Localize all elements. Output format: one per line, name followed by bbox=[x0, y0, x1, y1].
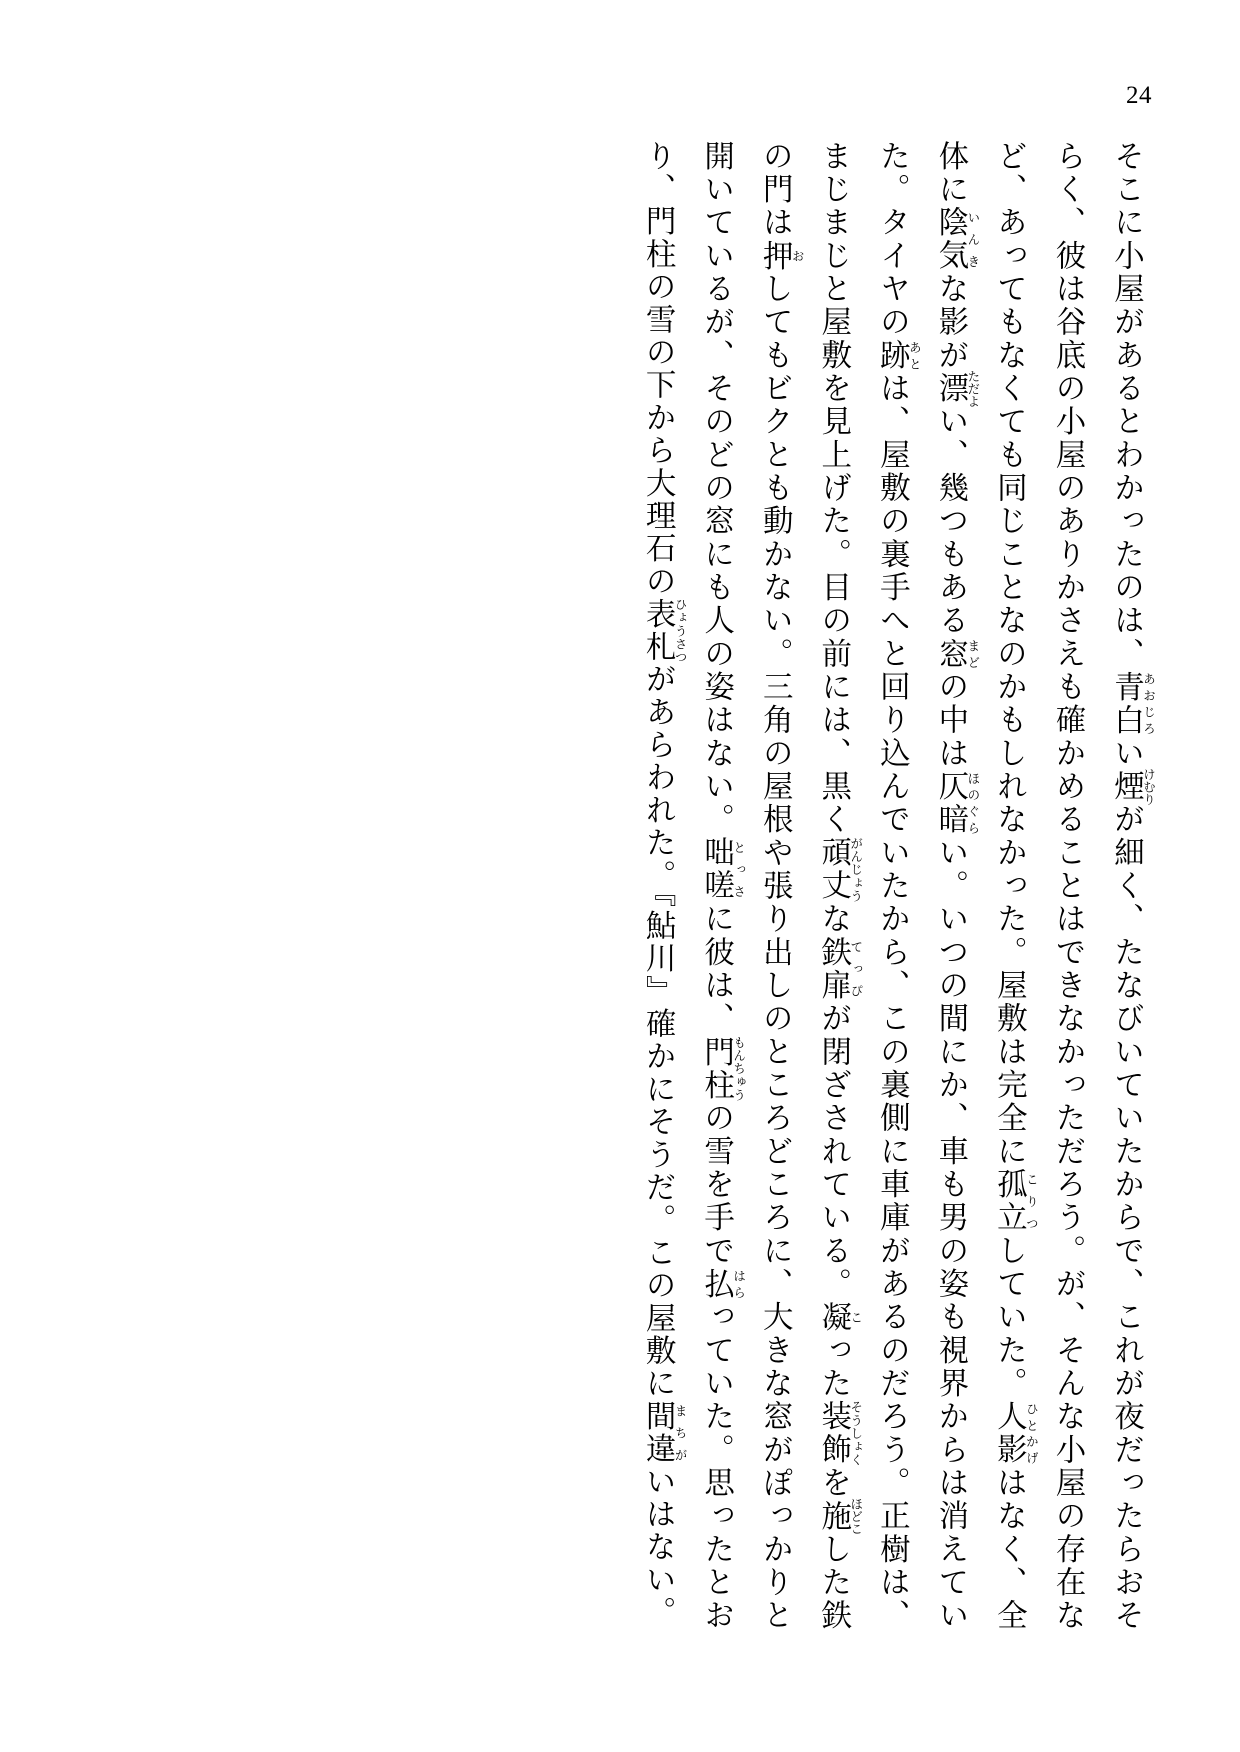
body-text-run: な影が bbox=[932, 272, 968, 373]
ruby-base: 押 bbox=[757, 239, 793, 273]
ruby-base: 青白 bbox=[1108, 670, 1144, 737]
body-text-run: タイヤの bbox=[874, 206, 910, 340]
ruby-base: 窓 bbox=[932, 637, 968, 671]
ruby-reading: がんじょう bbox=[848, 836, 864, 903]
body-paragraph-flow bbox=[628, 140, 1156, 1632]
ruby-reading: ひょうさつ bbox=[673, 597, 689, 664]
body-text-run: があらわれた。 bbox=[640, 663, 676, 893]
body-text-run: 目の前には、黒く bbox=[815, 571, 851, 837]
ruby-base: 鉄扉 bbox=[815, 935, 851, 1003]
ruby-annotated-word bbox=[991, 1400, 1040, 1467]
ruby-annotated-word bbox=[1108, 670, 1157, 737]
ruby-reading: お bbox=[790, 239, 806, 273]
body-text-run: い、幾つもある bbox=[932, 404, 968, 638]
body-text-run: な bbox=[815, 902, 851, 936]
ruby-annotated-word bbox=[815, 1300, 864, 1334]
body-text-run: した鉄の門は bbox=[757, 140, 851, 1632]
body-text-run: が細く、たなびいていたからで、これが夜だったらおそらく、彼は谷底の小屋のありかさえも確かめることはできなかっただろう。 bbox=[1049, 140, 1144, 1633]
ruby-annotated-word bbox=[640, 1400, 689, 1466]
ruby-reading: そうしょく bbox=[848, 1400, 864, 1467]
ruby-annotated-word bbox=[698, 1035, 747, 1102]
body-text-run: 確かにそうだ。この屋敷に bbox=[640, 1007, 676, 1401]
ruby-annotated-word bbox=[815, 1400, 864, 1467]
body-text-run: が、そんな小屋の存在など、あってもなくても同じことなのかもしれなかった。 bbox=[991, 140, 1085, 1632]
ruby-base: 頑丈 bbox=[815, 836, 851, 903]
ruby-base: 孤立 bbox=[991, 1168, 1027, 1235]
body-text-run: に彼は、 bbox=[698, 902, 734, 1036]
body-text-run: 屋敷は完全に bbox=[991, 969, 1027, 1169]
body-text-run: った bbox=[815, 1333, 851, 1401]
body-text-run: いはない。 bbox=[640, 1465, 676, 1629]
ruby-reading: ひとかげ bbox=[1024, 1400, 1040, 1467]
ruby-reading: まど bbox=[965, 637, 981, 671]
ruby-base: 跡 bbox=[874, 339, 910, 373]
body-text-run: そこに小屋があるとわかったのは、 bbox=[1108, 140, 1144, 671]
ruby-annotated-word bbox=[698, 1267, 747, 1301]
ruby-base: 表札 bbox=[640, 597, 676, 664]
ruby-annotated-word bbox=[932, 206, 981, 273]
ruby-reading: あおじろ bbox=[1141, 670, 1157, 737]
ruby-base: 間違 bbox=[640, 1400, 676, 1466]
body-text-run: 三角の屋根や張り出しのところどころに、大きな窓がぽっかりと開いているが、そのどの窓にも人の姿はない。 bbox=[698, 140, 793, 1632]
body-text-run: い。 bbox=[932, 836, 968, 903]
ruby-annotated-word bbox=[698, 836, 747, 903]
body-text-run: が閉ざされている。 bbox=[815, 1002, 851, 1301]
ruby-annotated-word bbox=[815, 935, 864, 1003]
body-text-run: 正樹は、まじまじと屋敷を見上げた。 bbox=[815, 140, 910, 1632]
ruby-annotated-word bbox=[932, 770, 981, 837]
ruby-annotated-word bbox=[1108, 767, 1157, 806]
ruby-reading: いんき bbox=[965, 206, 981, 273]
ruby-reading: まちが bbox=[673, 1400, 689, 1466]
ruby-annotated-word bbox=[815, 1497, 864, 1535]
ruby-base: 人影 bbox=[991, 1400, 1027, 1467]
body-text-run: は、屋敷の裏手へと回り込んでいたから、この裏側に車庫があるのだろう。 bbox=[874, 372, 910, 1500]
body-text-run: はなく、全体に bbox=[932, 140, 1027, 1633]
ruby-base: 門柱 bbox=[698, 1035, 734, 1102]
ruby-reading: けむり bbox=[1141, 767, 1157, 806]
ruby-reading: てっぴ bbox=[848, 935, 864, 1002]
body-text-run: の雪を手で bbox=[698, 1101, 734, 1268]
ruby-base: 煙 bbox=[1108, 767, 1144, 806]
ruby-annotated-word bbox=[932, 637, 981, 671]
ruby-annotated-word bbox=[815, 836, 864, 903]
ruby-reading: はら bbox=[731, 1267, 747, 1301]
ruby-annotated-word bbox=[991, 1168, 1040, 1235]
body-text-run: っていた。思ったとおり、門柱の雪の下から大理石の bbox=[640, 140, 734, 1633]
body-text-run: を bbox=[815, 1466, 851, 1500]
ruby-reading: ほのぐら bbox=[965, 770, 981, 837]
ruby-reading: こ bbox=[848, 1300, 864, 1334]
ruby-reading: もんちゅう bbox=[731, 1035, 747, 1102]
ruby-reading: こりつ bbox=[1024, 1168, 1040, 1235]
ruby-base: 施 bbox=[815, 1497, 851, 1535]
page-body-text bbox=[100, 140, 1156, 1632]
ruby-base: 陰気 bbox=[932, 206, 968, 273]
ruby-annotated-word bbox=[932, 369, 981, 408]
ruby-annotated-word bbox=[640, 597, 689, 664]
ruby-base: 仄暗 bbox=[932, 770, 968, 837]
body-text-run: いつの間にか、車も男の姿も視界からは消えていた。 bbox=[874, 140, 968, 1633]
ruby-base: 装飾 bbox=[815, 1400, 851, 1467]
body-text-run: 『鮎川』 bbox=[640, 892, 676, 1008]
body-text-run: い bbox=[1108, 737, 1144, 771]
ruby-reading: あと bbox=[907, 339, 923, 372]
ruby-reading: とっさ bbox=[731, 836, 747, 903]
ruby-annotated-word bbox=[757, 239, 806, 273]
ruby-reading: ただよ bbox=[965, 369, 981, 408]
ruby-reading: ほどこ bbox=[848, 1497, 864, 1535]
ruby-base: 漂 bbox=[932, 369, 968, 408]
body-text-run: していた。 bbox=[991, 1234, 1027, 1401]
body-text-run: の中は bbox=[932, 670, 968, 771]
ruby-base: 咄嗟 bbox=[698, 836, 734, 903]
page-number: 24 bbox=[1126, 82, 1152, 109]
ruby-base: 凝 bbox=[815, 1300, 851, 1334]
body-text-run: してもビクとも動かない。 bbox=[757, 272, 793, 671]
ruby-annotated-word bbox=[874, 339, 923, 373]
ruby-base: 払 bbox=[698, 1267, 734, 1301]
